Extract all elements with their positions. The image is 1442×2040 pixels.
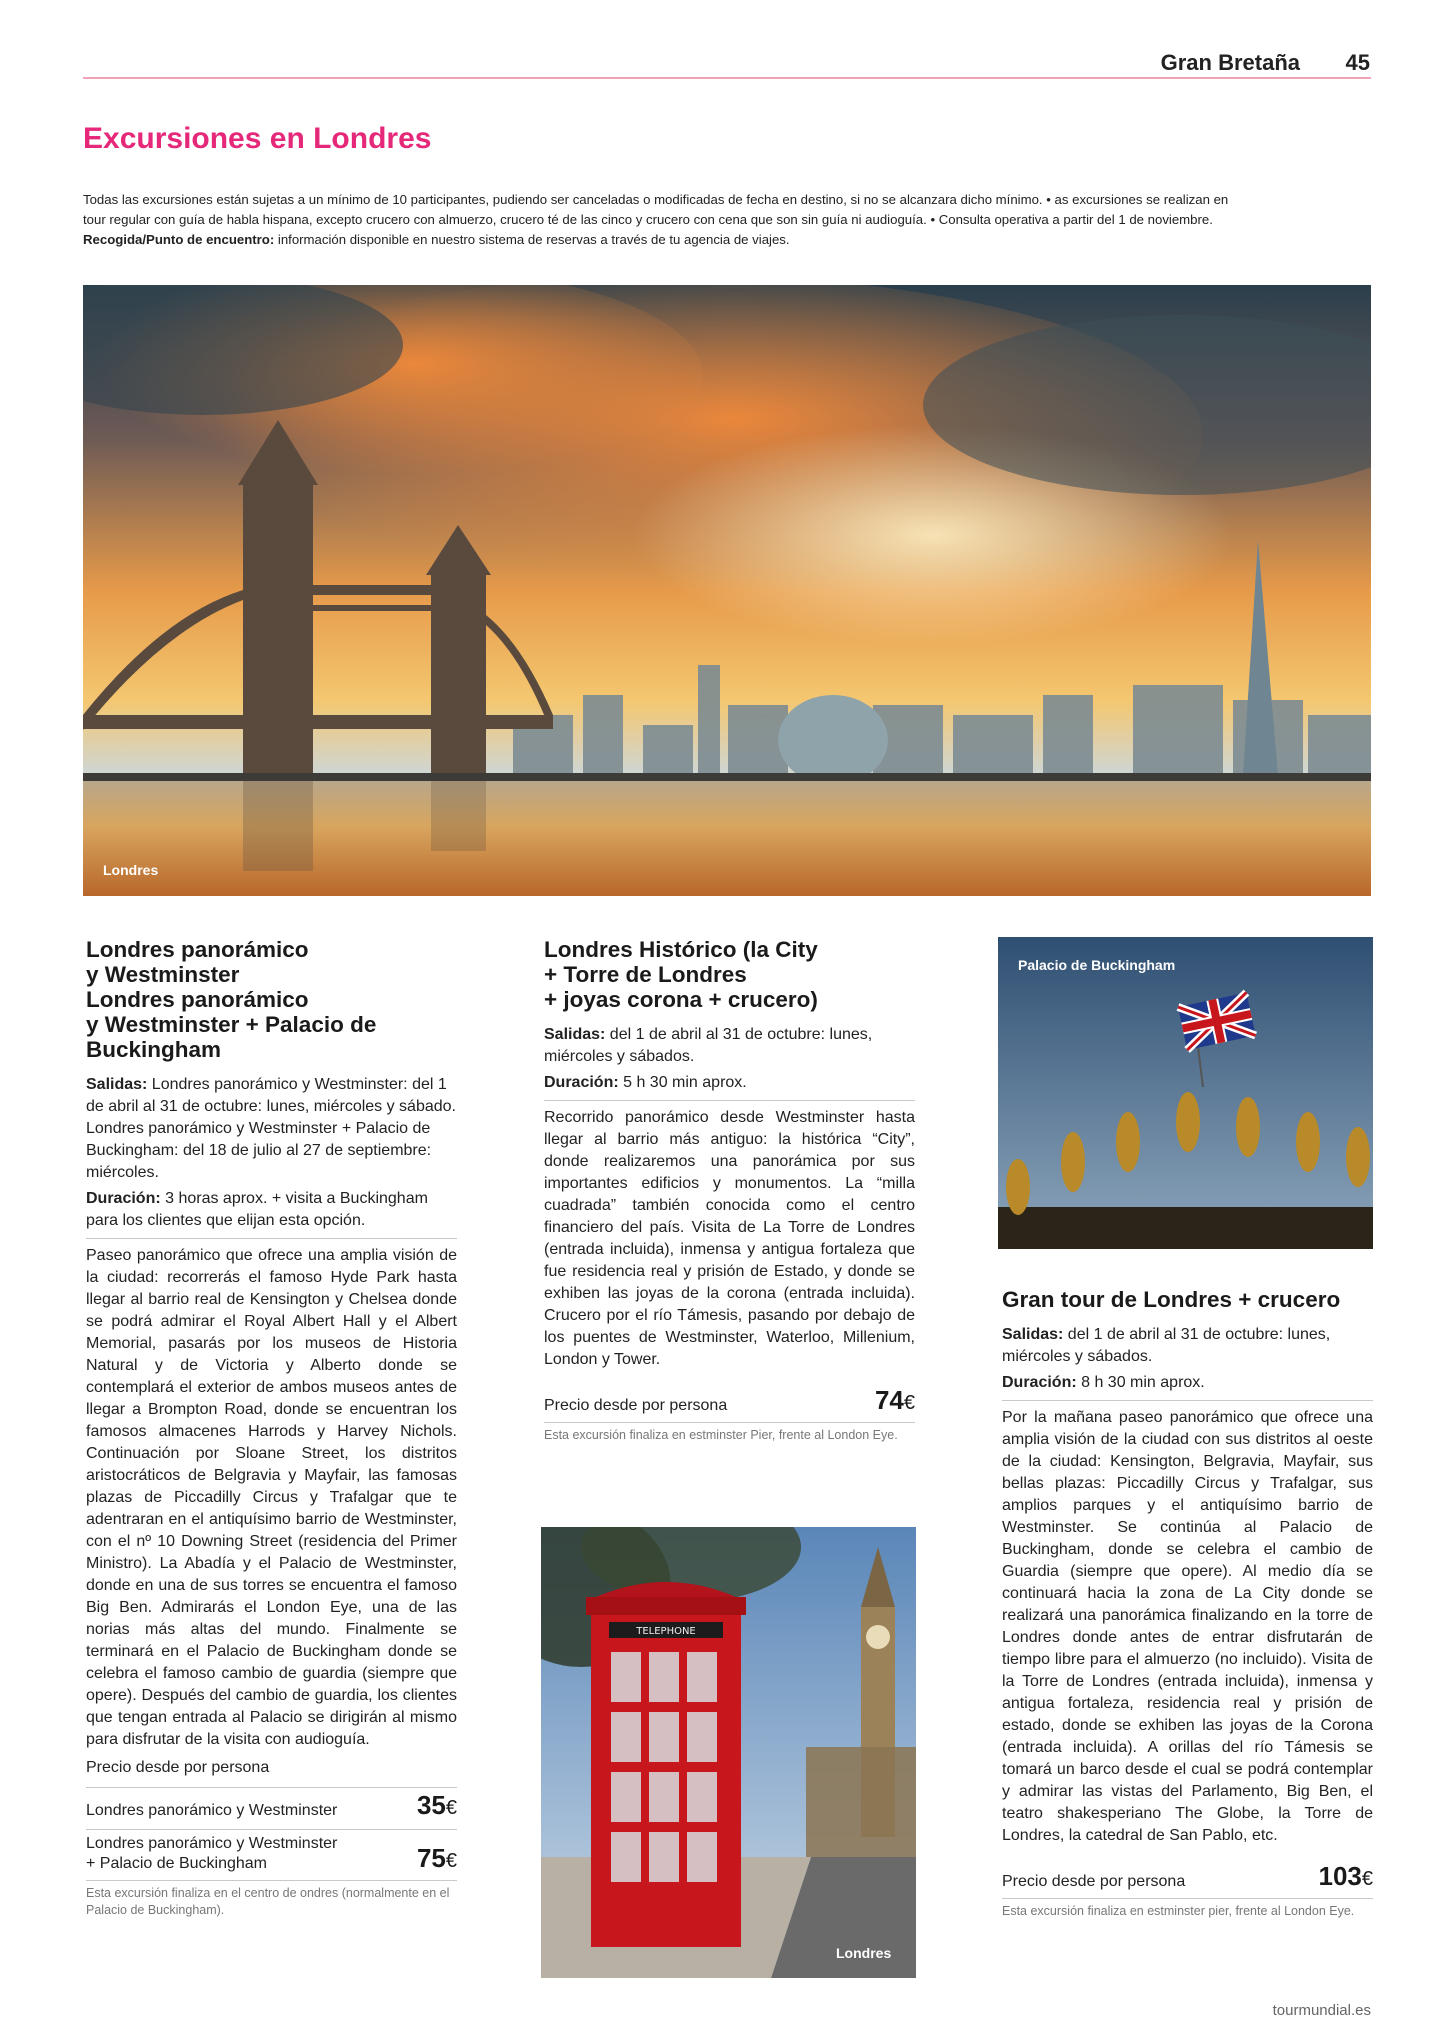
photo-caption: Palacio de Buckingham [1018, 957, 1176, 973]
price-label: Precio desde por persona [1002, 1873, 1186, 1890]
price-row-buckingham [86, 1829, 457, 1874]
price-value: 103€ [1318, 1861, 1373, 1891]
footer-url: tourmundial.es [1272, 2002, 1371, 2019]
tower-bridge-illustration [83, 285, 1371, 896]
tour-title [544, 937, 915, 1012]
salidas-text: Londres panorámico y Westminster: del 1 de abril al 31 de octubre: lunes, miércoles y sábado. Londres panorámico y Westminster + Palacio de Buckingham: del 18 de julio al 27 de septiembre: miércoles. [86, 1076, 456, 1181]
tour-panoramico-westminster [86, 937, 457, 1919]
tour-title-line-2: y Westminster [86, 962, 240, 987]
salidas-label: Salidas: [1002, 1326, 1064, 1343]
divider [1002, 1400, 1373, 1401]
photo-phone-booth [541, 1527, 916, 1978]
tour-meta [544, 1024, 915, 1094]
price-label: Londres panorámico y Westminster + Palacio de Buckingham [86, 1835, 338, 1872]
price-row [1002, 1859, 1373, 1892]
tour-title-line-3: Londres panorámico [86, 987, 309, 1012]
salidas-text: del 1 de abril al 31 de octubre: lunes, miércoles y sábados. [544, 1026, 873, 1065]
price-label: Londres panorámico y Westminster [86, 1802, 338, 1819]
union-flag-illustration [998, 937, 1373, 1249]
pickup-label: Recogida/Punto de encuentro: [83, 232, 275, 247]
tour-note: Esta excursión finaliza en el centro de ondres (normalmente en el Palacio de Buckingham). [86, 1880, 457, 1919]
price-label: Precio desde por persona [544, 1397, 728, 1414]
intro-paragraph [83, 190, 1373, 250]
tour-title: Gran tour de Londres + crucero [1002, 1287, 1341, 1312]
divider [86, 1238, 457, 1239]
tour-description: Paseo panorámico que ofrece una amplia visión de la ciudad: recorrerás el famoso Hyde Park hasta llegar al barrio real de Kensington y Chelsea donde se podrá admirar el Royal Albert Hall y el Albert Memorial, pasarás por los museos de Historia Natural y de Victoria y Alberto donde se contemplará el exterior de ambos museos antes de llegar a Brompton Road, donde se encuentran los famosos almacenes Harrods y Harvey Nichols. Continuación por Sloane Street, los distritos aristocráticos de Belgravia y Mayfair, las famosas plazas de Piccadilly Circus y Trafalgar que te adentraran en el antiquísimo barrio de Westminster, con el nº 10 Downing Street (residencia del Primer Ministro). La Abadía y el Palacio de Westminster, donde en una de sus torres se encuentra el famoso Big Ben. Admirarás el London Eye, una de las norias más altas del mundo. Finalmente se terminará en el Palacio de Buckingham donde se celebra el famoso cambio de guardia (siempre que opere). Después del cambio de guardia, los clientes que tengan entrada al Palacio se dirigirán al mismo para disfrutar de la visita con audioguía. [86, 1247, 457, 1748]
duracion-label: Duración: [1002, 1374, 1077, 1391]
duracion-text: 3 horas aprox. + visita a Buckingham para los clientes que elijan esta opción. [86, 1190, 428, 1229]
salidas-label: Salidas: [86, 1076, 148, 1093]
phone-booth-illustration [541, 1527, 916, 1978]
duracion-label: Duración: [86, 1190, 161, 1207]
price-row [544, 1383, 915, 1416]
tour-title-line-5: Buckingham [86, 1037, 222, 1062]
pickup-text: información disponible en nuestro sistema de reservas a través de tu agencia de viajes. [274, 232, 790, 247]
price-value: 35€ [416, 1790, 457, 1820]
tour-title [86, 937, 457, 1062]
phone-sign: TELEPHONE [636, 1626, 696, 1637]
tour-meta [86, 1074, 457, 1232]
hero-photo-london-skyline [83, 285, 1371, 896]
duracion-label: Duración: [544, 1074, 619, 1091]
salidas-text: del 1 de abril al 31 de octubre: lunes, miércoles y sábados. [1002, 1326, 1331, 1365]
tour-title-line-4: y Westminster + Palacio de [86, 1012, 377, 1037]
photo-caption: Londres [836, 1945, 892, 1961]
price-value: 75€ [416, 1843, 457, 1873]
duracion-text: 5 h 30 min aprox. [618, 1074, 747, 1091]
tour-title-line-1: Londres panorámico [86, 937, 309, 962]
tour-description: Recorrido panorámico desde Westminster hasta llegar al barrio más antiguo: la histórica “City”, donde realizaremos una panorámica por sus importantes edificios y monumentos. La “milla cuadrada” también conocida como el centro financiero del país. Visita de La Torre de Londres (entrada incluida), inmensa y antigua fortaleza que fue residencia real y prisión de Estado, y donde se exhiben las joyas de la corona (entrada incluida). Crucero por el río Támesis, pasando por debajo de los puentes de Westminster, Waterloo, Millenium, London y Tower. [544, 1109, 915, 1368]
price-row-basic [86, 1787, 457, 1821]
tour-title-line-3: + joyas corona + crucero) [544, 987, 818, 1012]
tour-title-line-1: Londres Histórico (la City [544, 937, 818, 962]
salidas-label: Salidas: [544, 1026, 606, 1043]
tour-gran-tour [1002, 1287, 1373, 1920]
divider [544, 1100, 915, 1101]
header-rule [83, 77, 1371, 79]
tour-note: Esta excursión finaliza en estminster pier, frente al London Eye. [1002, 1898, 1373, 1920]
duracion-text: 8 h 30 min aprox. [1076, 1374, 1205, 1391]
intro-line-1: Todas las excursiones están sujetas a un mínimo de 10 participantes, pudiendo ser canceladas o modificadas de fecha en destino, si no se alcanzara dicho mínimo. • as excursiones se realizan en [83, 192, 1229, 207]
tour-meta [1002, 1324, 1373, 1394]
tour-title-line-2: + Torre de Londres [544, 962, 747, 987]
intro-line-2: tour regular con guía de habla hispana, excepto crucero con almuerzo, crucero té de las cinco y crucero con cena que son sin guía ni audioguía. • Consulta operativa a partir del 1 de noviembre. [83, 212, 1213, 227]
tour-note: Esta excursión finaliza en estminster Pier, frente al London Eye. [544, 1422, 915, 1444]
photo-buckingham-flag [998, 937, 1373, 1249]
page-title: Excursiones en Londres [83, 122, 432, 155]
section-name: Gran Bretaña [1160, 50, 1300, 75]
tour-londres-historico [544, 937, 915, 1444]
hero-caption: Londres [103, 862, 159, 878]
page-number: 45 [1345, 50, 1370, 75]
price-value: 74€ [874, 1385, 915, 1415]
tour-description: Por la mañana paseo panorámico que ofrece una amplia visión de la ciudad con sus distritos al oeste de la ciudad: Kensington, Belgravia, Mayfair, sus bellas plazas: Piccadilly Circus y Trafalgar, sus amplios parques y el antiquísimo barrio de Westminster. Se continúa al Palacio de Buckingham, donde se celebra el cambio de Guardia (siempre que opere). Al medio día se continuará hacia la zona de La City donde se realizará una panorámica finalizando en la torre de Londres donde antes de entrar disfrutarán de tiempo libre para el almuerzo (no incluido). Visita de la Torre de Londres (entrada incluida), inmensa y antigua fortaleza, residencia real y prisión de estado, donde se exhiben las joyas de la Corona (entrada incluida). A orillas del río Támesis se tomará un barco desde el cual se podrá contemplar y admirar las vistas del Parlamento, Big Ben, el teatro shakesperiano The Globe, la Torre de Londres, la catedral de San Pablo, etc. [1002, 1409, 1373, 1844]
price-heading: Precio desde por persona [86, 1759, 270, 1776]
